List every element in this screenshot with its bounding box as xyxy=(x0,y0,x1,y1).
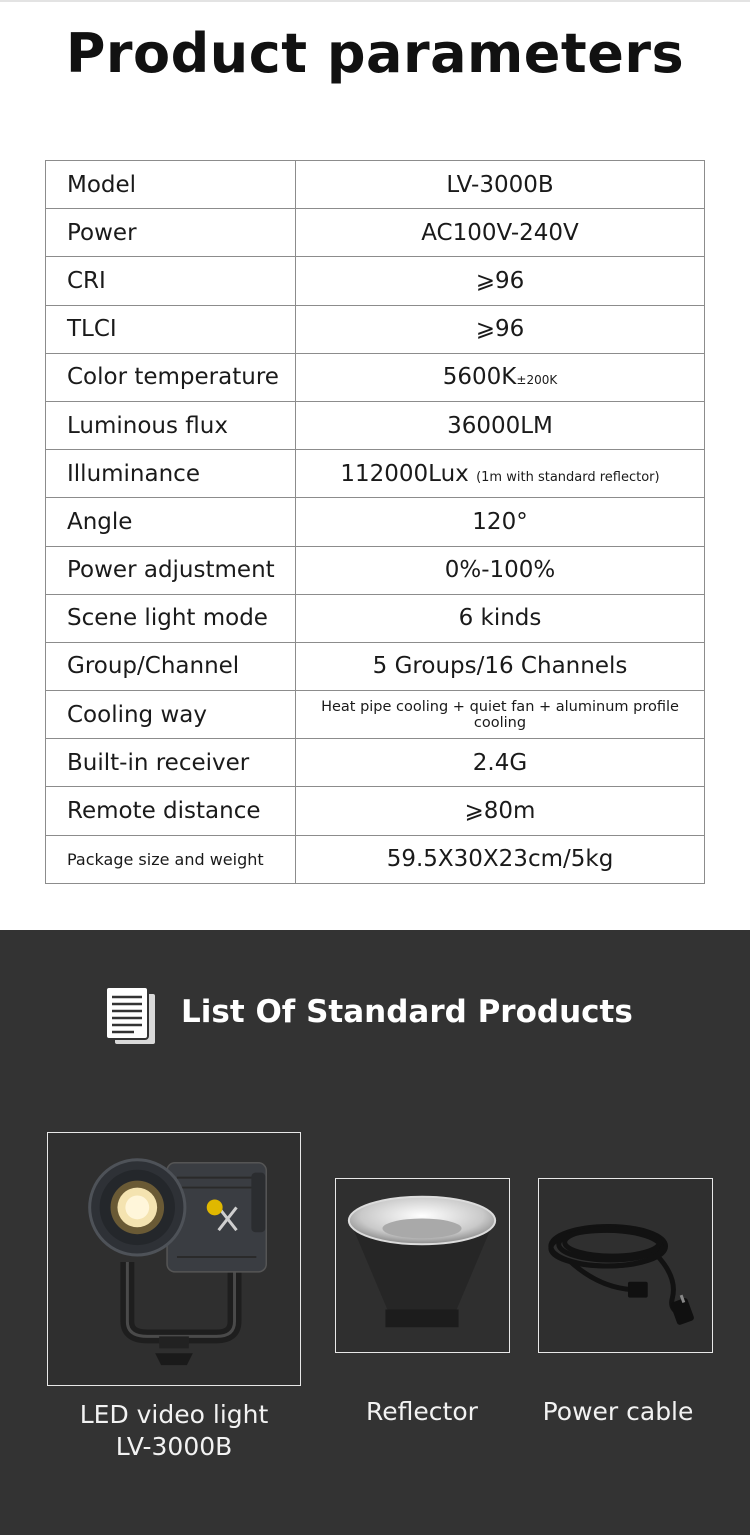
table-row xyxy=(46,498,705,546)
table-row xyxy=(46,691,705,739)
param-label: Illuminance xyxy=(46,450,296,498)
param-value: 5600K xyxy=(442,364,517,391)
param-value-cell xyxy=(296,450,705,498)
param-label: Model xyxy=(46,161,296,209)
param-value: ⩾96 xyxy=(296,305,705,353)
param-value: AC100V-240V xyxy=(296,209,705,257)
param-value: Heat pipe cooling + quiet fan + aluminum profile cooling xyxy=(296,691,705,739)
param-value: 6 kinds xyxy=(296,594,705,642)
table-row xyxy=(46,161,705,209)
table-row xyxy=(46,305,705,353)
product-name: Reflector xyxy=(366,1397,478,1426)
param-value: 0%-100% xyxy=(296,546,705,594)
product-caption xyxy=(518,1396,718,1428)
table-row xyxy=(46,787,705,835)
param-value: 2.4G xyxy=(296,739,705,787)
param-label: Angle xyxy=(46,498,296,546)
param-value: ⩾96 xyxy=(296,257,705,305)
table-row xyxy=(46,401,705,449)
product-caption xyxy=(47,1399,301,1463)
table-row xyxy=(46,353,705,401)
param-label: CRI xyxy=(46,257,296,305)
led-video-light-image xyxy=(47,1132,301,1386)
param-label: Cooling way xyxy=(46,691,296,739)
param-value-cell xyxy=(296,353,705,401)
table-row xyxy=(46,209,705,257)
param-label: Group/Channel xyxy=(46,642,296,690)
param-value-tolerance: ±200K xyxy=(516,373,558,388)
param-value: 5 Groups/16 Channels xyxy=(296,642,705,690)
parameters-table xyxy=(45,160,705,884)
table-row xyxy=(46,642,705,690)
document-list-icon xyxy=(104,985,158,1047)
param-label: Built-in receiver xyxy=(46,739,296,787)
param-label: Remote distance xyxy=(46,787,296,835)
standard-products-title: List Of Standard Products xyxy=(181,994,633,1030)
param-label: Power adjustment xyxy=(46,546,296,594)
param-label: Luminous flux xyxy=(46,401,296,449)
reflector-image xyxy=(335,1178,510,1353)
power-cable-icon xyxy=(539,1179,712,1352)
param-value: 36000LM xyxy=(296,401,705,449)
product-model: LV-3000B xyxy=(115,1432,233,1461)
page-title: Product parameters xyxy=(65,22,685,85)
table-row xyxy=(46,835,705,883)
top-divider xyxy=(0,0,750,2)
param-label: Package size and weight xyxy=(46,835,296,883)
product-caption xyxy=(322,1396,522,1428)
param-label: Color temperature xyxy=(46,353,296,401)
table-row xyxy=(46,450,705,498)
param-value-note: (1m with standard reflector) xyxy=(476,469,660,485)
param-label: Power xyxy=(46,209,296,257)
param-value: 59.5X30X23cm/5kg xyxy=(296,835,705,883)
param-value: 120° xyxy=(296,498,705,546)
product-name: LED video light xyxy=(79,1400,269,1429)
param-value: LV-3000B xyxy=(296,161,705,209)
table-row xyxy=(46,594,705,642)
product-name: Power cable xyxy=(542,1397,694,1426)
reflector-icon xyxy=(336,1179,509,1352)
led-video-light-icon xyxy=(48,1133,300,1385)
table-row xyxy=(46,546,705,594)
param-value: ⩾80m xyxy=(296,787,705,835)
table-row xyxy=(46,257,705,305)
param-label: TLCI xyxy=(46,305,296,353)
table-row xyxy=(46,739,705,787)
param-value: 112000Lux xyxy=(340,460,469,487)
param-label: Scene light mode xyxy=(46,594,296,642)
power-cable-image xyxy=(538,1178,713,1353)
